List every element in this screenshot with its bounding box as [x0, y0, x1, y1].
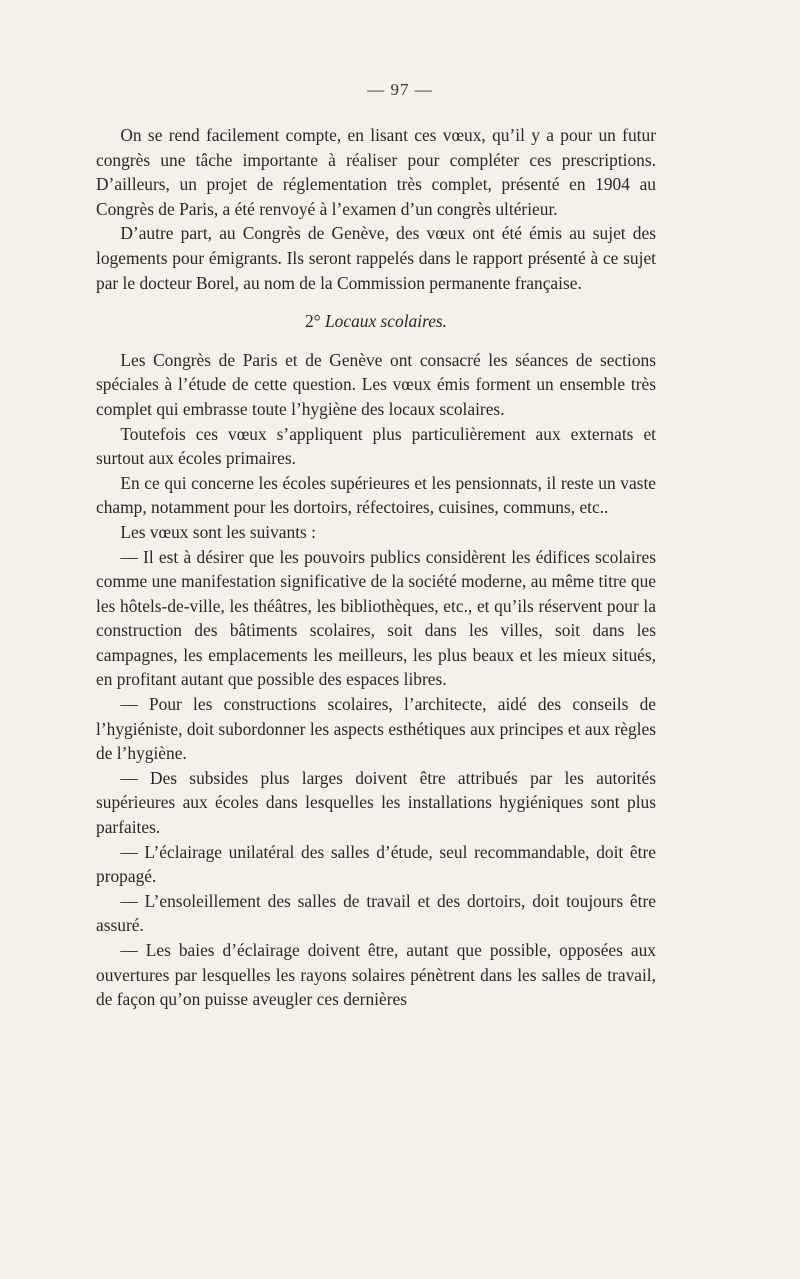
body-paragraph-2: Toutefois ces vœux s’appliquent plus particulièrement aux externats et surtout aux écoles primaires.: [96, 423, 656, 469]
body-paragraph-7: — Des subsides plus larges doivent être attribués par les autorités supérieures aux écoles dans lesquelles les installations hygiéniques sont plus parfaites.: [96, 767, 656, 838]
body-paragraph-1: Les Congrès de Paris et de Genève ont consacré les séances de sections spéciales à l’étude de cette question. Les vœux émis forment un ensemble très complet qui embrasse toute l’hygiène des locaux scolaires.: [96, 349, 656, 419]
section-number: 2°: [304, 311, 321, 332]
body-paragraph-10: — Les baies d’éclairage doivent être, autant que possible, opposées aux ouvertures par lesquelles les rayons solaires pénètrent dans les salles de travail, de façon qu’on puisse aveugler ces dernières: [96, 940, 656, 1010]
section-heading: [96, 309, 656, 334]
document-text: [96, 123, 656, 1012]
page-number: — 97 —: [367, 80, 433, 99]
body-paragraph-8: — L’éclairage unilatéral des salles d’étude, seul recommandable, doit être propagé.: [96, 841, 656, 887]
intro-paragraph-2: D’autre part, au Congrès de Genève, des vœux ont été émis au sujet des logements pour émigrants. Ils seront rappelés dans le rapport présenté à ce sujet par le docteur Borel, au nom de la Commission permanente française.: [96, 223, 656, 293]
body-paragraph-5: — Il est à désirer que les pouvoirs publics considèrent les édifices scolaires comme une manifestation significative de la société moderne, au même titre que les hôtels-de-ville, les théâtres, les bibliothèques, etc., et qu’ils réservent pour la construction des bâtiments scolaires, soit dans les villes, soit dans les campagnes, les emplacements les meilleurs, les plus beaux et les mieux situés, en profitant autant que possible des espaces libres.: [96, 546, 656, 690]
body-paragraph-4: Les vœux sont les suivants :: [120, 521, 316, 542]
body-paragraph-3: En ce qui concerne les écoles supérieures et les pensionnats, il reste un vaste champ, notamment pour les dortoirs, réfectoires, cuisines, communs, etc..: [96, 472, 656, 518]
section-title: Locaux scolaires.: [324, 311, 448, 332]
body-paragraph-9: — L’ensoleillement des salles de travail et des dortoirs, doit toujours être assuré.: [96, 890, 656, 936]
body-paragraph-6: — Pour les constructions scolaires, l’architecte, aidé des conseils de l’hygiéniste, doit subordonner les aspects esthétiques aux principes et aux règles de l’hygiène.: [96, 694, 656, 764]
intro-paragraph-1: On se rend facilement compte, en lisant ces vœux, qu’il y a pour un futur congrès une tâche importante à réaliser pour compléter ces prescriptions. D’ailleurs, un projet de réglementation très complet, présenté en 1904 au Congrès de Paris, a été renvoyé à l’examen d’un congrès ultérieur.: [96, 125, 656, 219]
